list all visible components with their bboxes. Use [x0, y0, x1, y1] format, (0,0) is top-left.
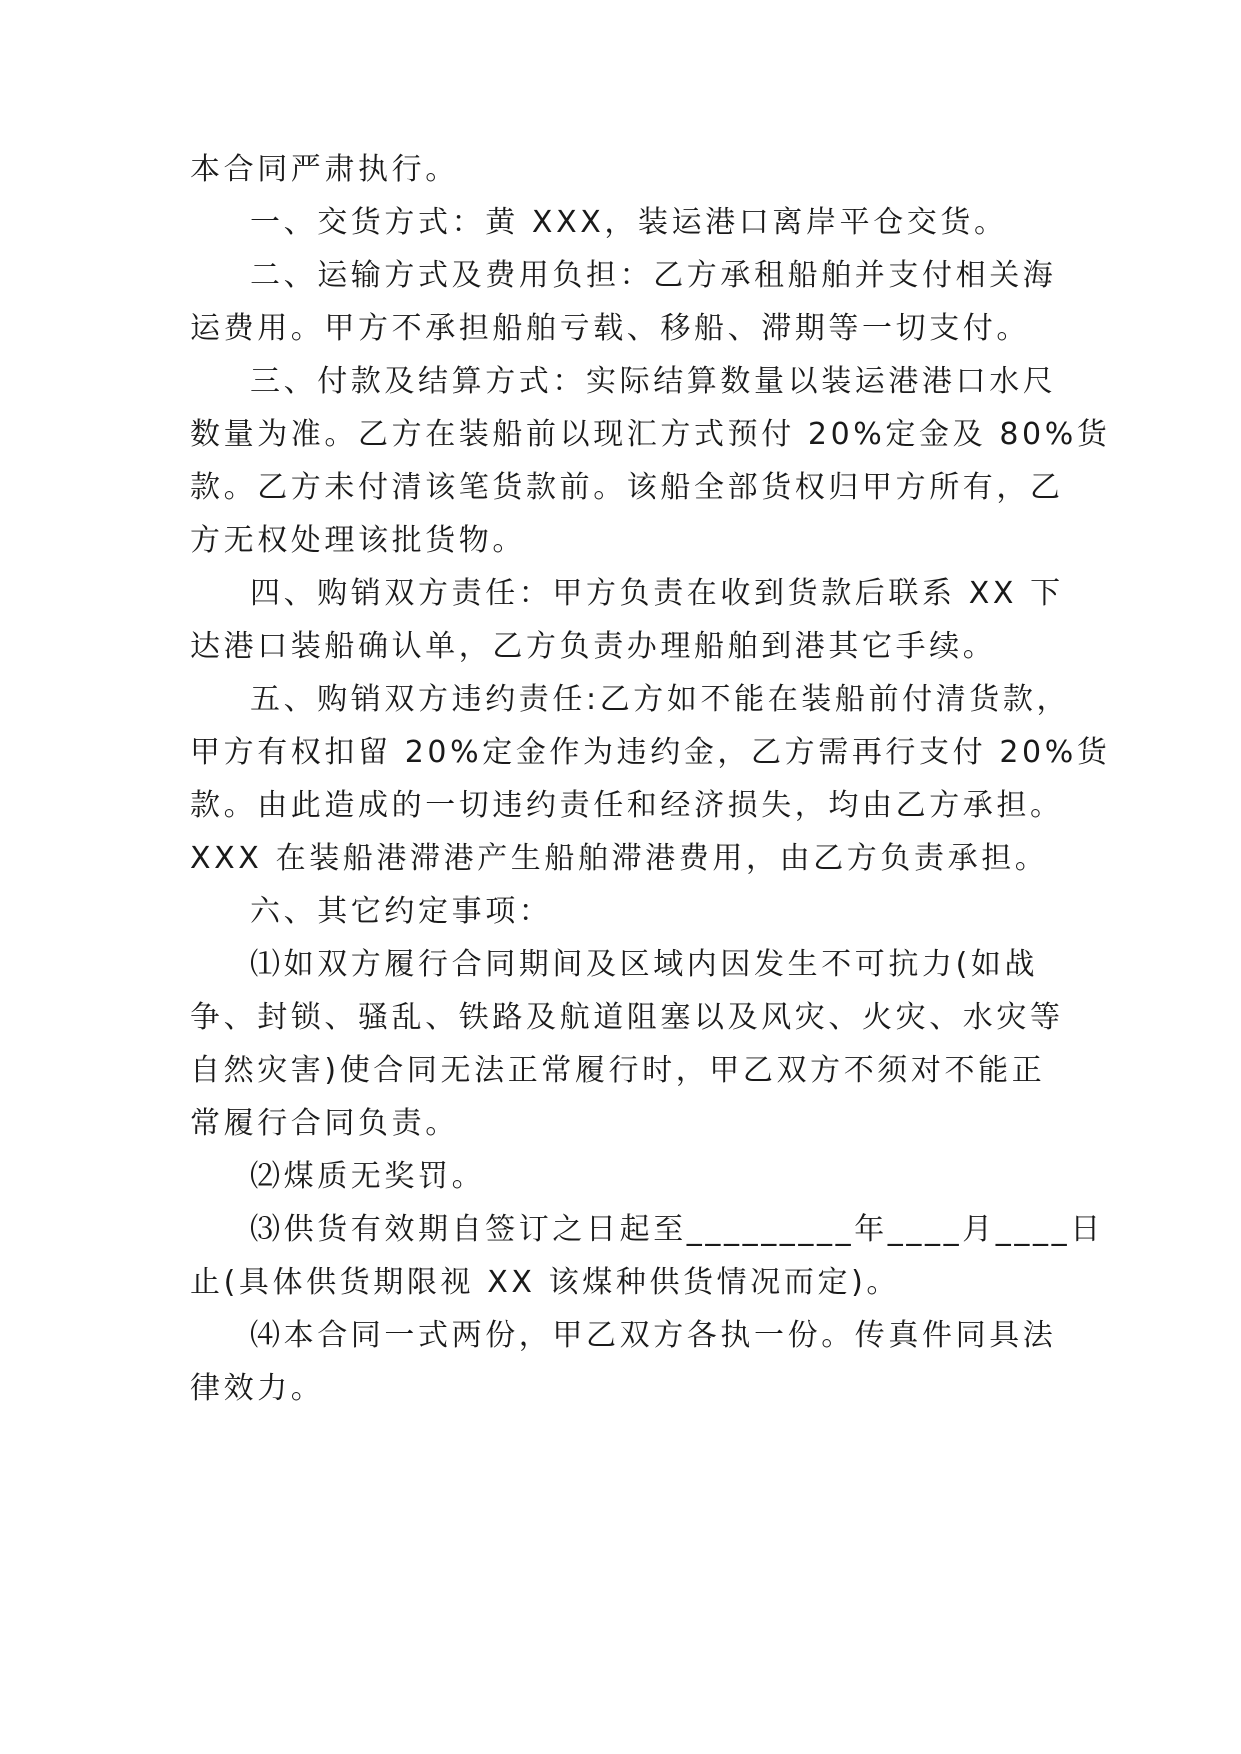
clause-3-payment: 三、付款及结算方式：实际结算数量以装运港港口水尺 — [250, 364, 1057, 399]
clause-2-transport: 二、运输方式及费用负担：乙方承租船舶并支付相关海 — [250, 258, 1057, 293]
text-line: 止(具体供货期限视 XX 该煤种供货情况而定)。 — [190, 1265, 900, 1300]
text-line: 本合同严肃执行。 — [190, 152, 459, 187]
text-line: 数量为准。乙方在装船前以现汇方式预付 20%定金及 80%货 — [190, 417, 1111, 452]
clause-4-responsibility: 四、购销双方责任：甲方负责在收到货款后联系 XX 下 — [250, 576, 1064, 611]
clause-6-other: 六、其它约定事项： — [250, 894, 553, 929]
clause-5-breach: 五、购销双方违约责任:乙方如不能在装船前付清货款， — [250, 682, 1071, 717]
sub-clause-2: ⑵煤质无奖罚。 — [250, 1159, 486, 1194]
text-line: 甲方有权扣留 20%定金作为违约金，乙方需再行支付 20%货 — [190, 735, 1111, 770]
text-line: 自然灾害)使合同无法正常履行时，甲乙双方不须对不能正 — [190, 1053, 1046, 1088]
text-line: 款。由此造成的一切违约责任和经济损失，均由乙方承担。 — [190, 788, 1064, 823]
text-line: 款。乙方未付清该笔货款前。该船全部货权归甲方所有，乙 — [190, 470, 1064, 505]
clause-1-delivery: 一、交货方式：黄 XXX，装运港口离岸平仓交货。 — [250, 205, 1008, 240]
sub-clause-3: ⑶供货有效期自签订之日起至_________年____月____日 — [250, 1212, 1104, 1247]
text-line: XXX 在装船港滞港产生船舶滞港费用，由乙方负责承担。 — [190, 841, 1049, 876]
text-line: 方无权处理该批货物。 — [190, 523, 526, 558]
sub-clause-4: ⑷本合同一式两份，甲乙双方各执一份。传真件同具法 — [250, 1318, 1057, 1353]
text-line: 常履行合同负责。 — [190, 1106, 459, 1141]
text-line: 争、封锁、骚乱、铁路及航道阻塞以及风灾、火灾、水灾等 — [190, 1000, 1064, 1035]
text-line: 律效力。 — [190, 1371, 325, 1406]
sub-clause-1: ⑴如双方履行合同期间及区域内因发生不可抗力(如战 — [250, 947, 1039, 982]
text-line: 达港口装船确认单，乙方负责办理船舶到港其它手续。 — [190, 629, 997, 664]
text-line: 运费用。甲方不承担船舶亏载、移船、滞期等一切支付。 — [190, 311, 1030, 346]
